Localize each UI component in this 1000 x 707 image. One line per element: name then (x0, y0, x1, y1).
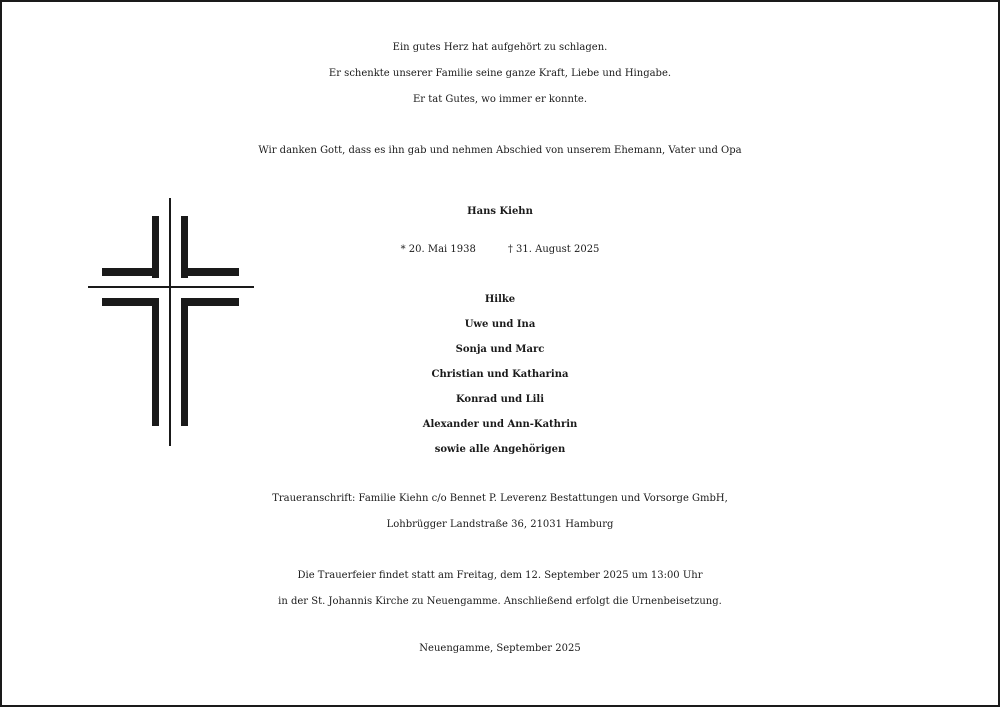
intro-line-3: Er tat Gutes, wo immer er konnte. (412, 94, 588, 105)
mourner-2: Uwe und Ina (464, 319, 536, 330)
mourner-1: Hilke (484, 294, 516, 305)
intro-line-2: Er schenkte unserer Familie seine ganze Kraft, Liebe und Hingabe. (328, 68, 672, 79)
death-date: † 31. August 2025 (507, 244, 600, 255)
place-date: Neuengamme, September 2025 (419, 643, 581, 654)
farewell-line: Wir danken Gott, dass es ihn gab und nehmen Abschied von unserem Ehemann, Vater und Opa (258, 145, 742, 156)
address-line-2: Lohbrügger Landstraße 36, 21031 Hamburg (386, 519, 614, 530)
mourner-5: Konrad und Lili (455, 394, 545, 405)
intro-line-1: Ein gutes Herz hat aufgehört zu schlagen. (392, 42, 608, 53)
service-line-2: in der St. Johannis Kirche zu Neuengamme. Anschließend erfolgt die Urnenbeisetzung. (278, 596, 722, 607)
service-line-1: Die Trauerfeier findet statt am Freitag, dem 12. September 2025 um 13:00 Uhr (297, 570, 703, 581)
mourner-4: Christian und Katharina (431, 369, 569, 380)
address-line-1: Traueranschrift: Familie Kiehn c/o Bennet P. Leverenz Bestattungen und Vorsorge GmbH, (272, 493, 728, 504)
deceased-name: Hans Kiehn (467, 206, 533, 217)
mourner-6: Alexander und Ann-Kathrin (422, 419, 578, 430)
life-dates (0, 237, 1000, 263)
mourner-3: Sonja und Marc (455, 344, 545, 355)
birth-date: * 20. Mai 1938 (400, 244, 476, 255)
mourner-7: sowie alle Angehörigen (434, 444, 566, 455)
